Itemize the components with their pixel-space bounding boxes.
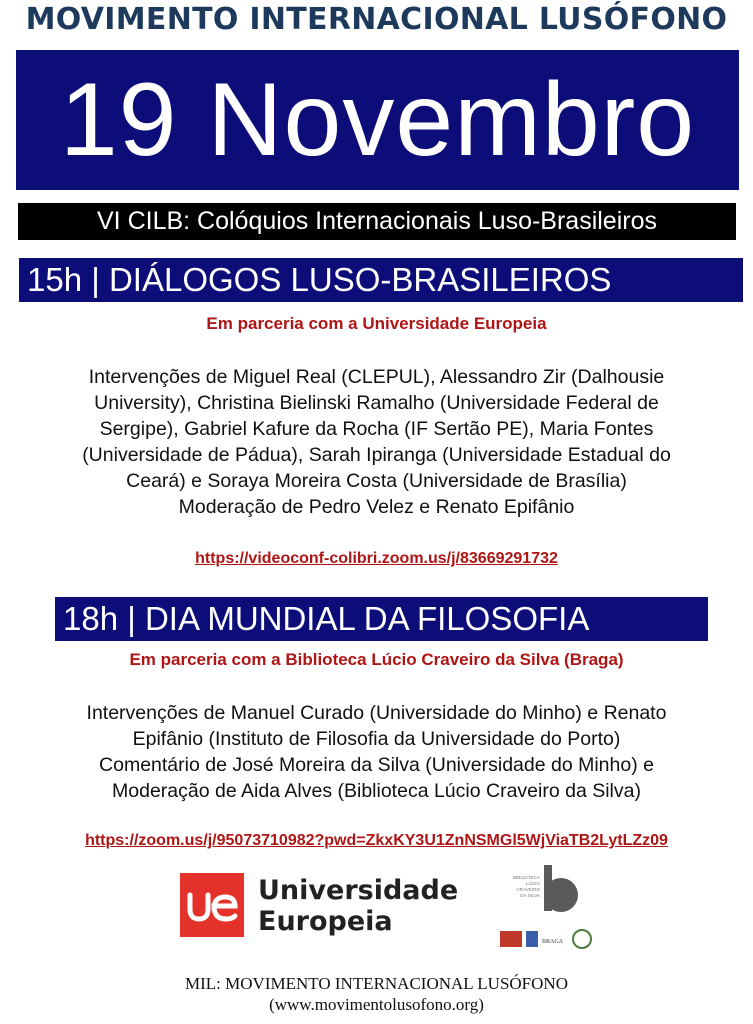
- braga-label: BRAGA: [542, 939, 564, 945]
- event-title-bar: [18, 203, 736, 240]
- municipal-emblem-icon: [526, 931, 538, 947]
- session-2-zoom-link[interactable]: https://zoom.us/j/95073710982?pwd=ZkxKY3U1ZnNSMGl5WjViaTB2LytLZz09: [85, 832, 668, 849]
- ue-name-line: Universidade: [258, 875, 459, 906]
- date-banner: [16, 50, 739, 190]
- footer-website: (www.movimentolusofono.org): [269, 995, 484, 1014]
- description-line: Intervenções de Miguel Real (CLEPUL), Alessandro Zir (Dalhousie: [88, 366, 665, 388]
- description-line: Sergipe), Gabriel Kafure da Rocha (IF Sertão PE), Maria Fontes: [99, 418, 654, 440]
- description-line: (Universidade de Pádua), Sarah Ipiranga (Universidade Estadual do: [82, 444, 671, 466]
- session-1-description: [14, 364, 739, 520]
- bib-text: DA SILVA: [520, 893, 540, 898]
- description-line: Moderação de Aida Alves (Biblioteca Lúcio Craveiro da Silva): [112, 780, 641, 802]
- description-line: Comentário de José Moreira da Silva (Universidade do Minho) e: [99, 754, 654, 776]
- footer-organization: MIL: MOVIMENTO INTERNACIONAL LUSÓFONO: [185, 974, 568, 993]
- organization-header: MOVIMENTO INTERNACIONAL LUSÓFONO: [25, 2, 728, 37]
- braga-flag-icon: [500, 931, 522, 947]
- description-line: Moderação de Pedro Velez e Renato Epifânio: [178, 496, 575, 518]
- seal-icon: [573, 930, 591, 948]
- event-date: 19 Novembro: [59, 62, 696, 178]
- universidade-europeia-logo: [180, 873, 480, 949]
- footer: [0, 973, 753, 1015]
- session-1-partner: Em parceria com a Universidade Europeia: [206, 314, 547, 333]
- bib-text: CRAVEIRO: [516, 887, 540, 892]
- event-title: VI CILB: Colóquios Internacionais Luso-Brasileiros: [97, 207, 657, 235]
- session-1-zoom-link[interactable]: https://videoconf-colibri.zoom.us/j/83669291732: [195, 550, 558, 567]
- ue-name-line: Europeia: [258, 906, 393, 937]
- description-line: Intervenções de Manuel Curado (Universidade do Minho) e Renato: [86, 702, 667, 724]
- partner-logos: [0, 865, 753, 965]
- description-line: University), Christina Bielinski Ramalho (Universidade Federal de: [94, 392, 659, 414]
- session-1-heading: 15h | DIÁLOGOS LUSO-BRASILEIROS: [19, 258, 743, 302]
- biblioteca-lucio-craveiro-logo: [496, 865, 606, 961]
- description-line: Ceará) e Soraya Moreira Costa (Universidade de Brasília): [126, 470, 627, 492]
- session-2-partner: Em parceria com a Biblioteca Lúcio Craveiro da Silva (Braga): [129, 650, 624, 669]
- session-2-heading: 18h | DIA MUNDIAL DA FILOSOFIA: [55, 597, 708, 641]
- description-line: Epifânio (Instituto de Filosofia da Universidade do Porto): [132, 728, 621, 750]
- session-2-description: [14, 700, 739, 804]
- ue-monogram-icon: [180, 873, 244, 937]
- ue-name: [258, 875, 458, 937]
- bib-text: LÚCIO: [525, 881, 540, 886]
- bib-text: BIBLIOTECA: [512, 875, 540, 880]
